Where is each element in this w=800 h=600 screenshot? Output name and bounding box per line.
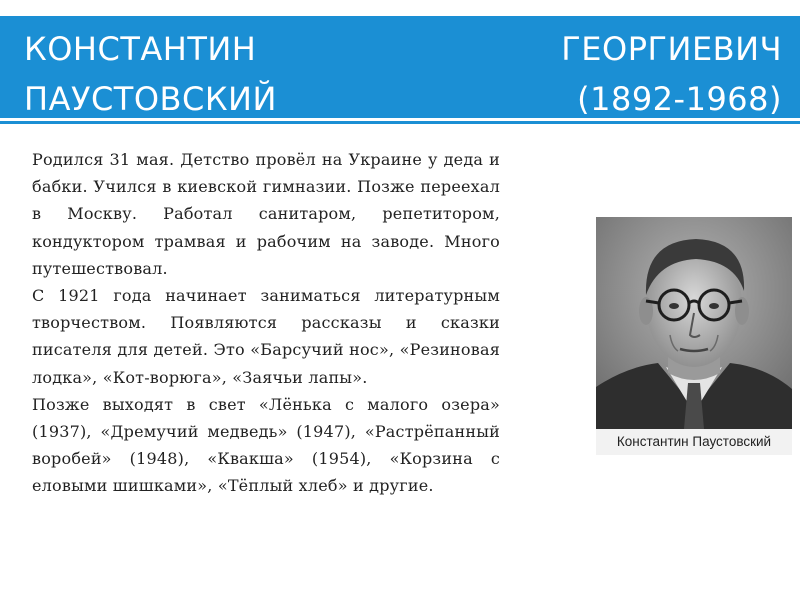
portrait-photo (596, 217, 792, 429)
title-surname: ПАУСТОВСКИЙ (24, 80, 277, 118)
portrait-illustration (596, 217, 792, 429)
biography-paragraph-1: Родился 31 мая. Детство провёл на Украине у деда и бабки. Учился в киевской гимназии. Позже переехал в Москву. Работал санитаром, репетитором, кондуктором трамвая и рабочим на заводе. Много путешествовал. (32, 150, 500, 278)
portrait-caption: Константин Паустовский (596, 429, 792, 455)
biography-paragraph-2: С 1921 года начинает заниматься литературным творчеством. Появляются рассказы и сказки писателя для детей. Это «Барсучий нос», «Резиновая лодка», «Кот-ворюга», «Заячьи лапы». (32, 286, 500, 387)
title-years: (1892-1968) (577, 80, 782, 118)
title-underline (0, 121, 800, 124)
biography-paragraph-3: Позже выходят в свет «Лёнька с малого озера» (1937), «Дремучий медведь» (1947), «Растрёпанный воробей» (1948), «Квакша» (1954), «Корзина с еловыми шишками», «Тёплый хлеб» и другие. (32, 394, 500, 496)
biography-text (32, 146, 500, 500)
title-first-name: КОНСТАНТИН (24, 30, 257, 68)
title-patronymic: ГЕОРГИЕВИЧ (561, 30, 782, 68)
